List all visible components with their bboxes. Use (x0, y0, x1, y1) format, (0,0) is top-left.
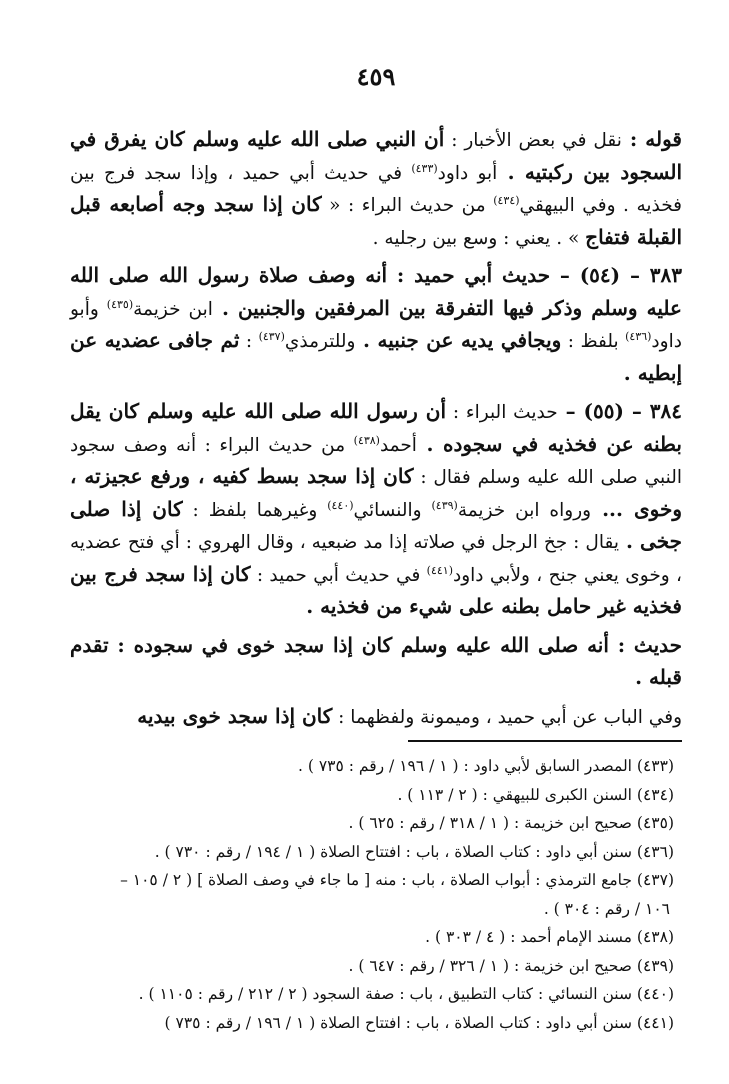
text-run: من حديث البراء : « (321, 195, 494, 216)
text-run: في حديث أبي حميد : (250, 564, 427, 586)
bold-text: ثم جافى عضديه عن إبطيه . (70, 328, 682, 385)
text-run: وأبو داود (70, 298, 682, 352)
page-number: ٤٥٩ (356, 62, 396, 91)
footnote-ref: (٤٣٣) (411, 161, 438, 175)
bold-text: حديث : أنه صلى الله عليه وسلم كان إذا سجد خوى في سجوده : تقدم قبله . (70, 632, 682, 689)
text-run: حديث البراء : (446, 402, 558, 423)
bold-text: كان إذا سجد فرج بين فخذيه غير حامل بطنه على شيء من فخذيه . (70, 561, 682, 618)
bold-text: كان إذا سجد وجه أصابعه قبل القبلة فتفاج (70, 192, 682, 249)
text-run: بلفظ : (561, 331, 626, 352)
footnote: (٤٣٣) المصدر السابق لأبي داود : ( ١ / ١٩٦ / رقم : ٧٣٥ ) . (298, 757, 674, 775)
text-run: أحمد (379, 434, 417, 456)
text-run: من حديث البراء : أنه وصف سجود النبي صلى الله عليه وسلم فقال : (70, 434, 682, 488)
paragraph (70, 124, 682, 254)
paragraph (70, 396, 682, 624)
footnote: (٤٣٩) صحيح ابن خزيمة : ( ١ / ٣٢٦ / رقم : ٦٤٧ ) . (348, 956, 674, 975)
book-page (70, 0, 682, 1084)
footnote-ref: (٤٣٦) (625, 329, 652, 343)
footnote-ref: (٤٣٤) (493, 193, 520, 207)
footnote: (٤٣٦) سنن أبي داود : كتاب الصلاة ، باب : افتتاح الصلاة ( ١ / ١٩٤ / رقم : ٧٣٠ ) . (154, 842, 674, 861)
footnotes (70, 752, 682, 1037)
footnote-divider (408, 740, 682, 742)
bold-text: ٣٨٤ – (٥٥) – (557, 399, 683, 423)
text-run: وفي الباب عن أبي حميد ، وميمونة ولفظهما : (332, 706, 682, 728)
text-run: ورواه ابن خزيمة (457, 499, 592, 521)
footnote-ref: (٤٣٧) (258, 329, 285, 343)
paragraph (70, 630, 682, 695)
text-run: : (239, 331, 259, 352)
bold-text: قوله : (621, 127, 682, 151)
footnote-ref: (٤٤١) (426, 563, 453, 577)
text-run: وللترمذي (284, 331, 356, 352)
text-run: والنسائي (353, 499, 432, 521)
bold-text: أن رسول الله صلى الله عليه وسلم كان يقل بطنه عن فخذيه في سجوده . (70, 399, 682, 456)
footnote: (٤٤٠) سنن النسائي : كتاب التطبيق ، باب : صفة السجود ( ٢ / ٢١٢ / رقم : ١١٠٥ ) . (138, 985, 674, 1003)
footnote: (٤٣٧) جامع الترمذي : أبواب الصلاة ، باب : منه [ ما جاء في وصف الصلاة ] ( ٢ / ١٠٥ – (120, 871, 674, 889)
bold-text: كان إذا سجد خوى بيديه (137, 703, 333, 728)
footnote: (٤٤١) سنن أبي داود : كتاب الصلاة ، باب : افتتاح الصلاة ( ١ / ١٩٦ / رقم : ٧٣٥ ) (164, 1013, 674, 1032)
main-text (70, 124, 682, 739)
text-run: » . يعني : وسع بين رجليه . (372, 227, 586, 249)
footnote: (٤٣٤) السنن الكبرى للبيهقي : ( ٢ / ١١٣ ) . (397, 785, 674, 804)
footnote-ref: (٤٣٨) (353, 433, 380, 447)
paragraph (70, 701, 682, 734)
bold-text: كان إذا صلى جخى . (70, 496, 682, 553)
text-run: ابن خزيمة (133, 298, 213, 320)
footnote: (٤٣٥) صحيح ابن خزيمة : ( ١ / ٣١٨ / رقم : ٦٢٥ ) . (348, 814, 674, 832)
footnote: (٤٣٨) مسند الإمام أحمد : ( ٤ / ٣٠٣ ) . (425, 928, 674, 946)
footnote: ١٠٦ / رقم : ٣٠٤ ) . (543, 899, 670, 918)
footnote-ref: (٤٤٠) (327, 498, 354, 512)
bold-text: ويجافي يديه عن جنبيه . (355, 328, 562, 352)
footnote-ref: (٤٣٥) (106, 297, 134, 311)
text-run: نقل في بعض الأخبار : (444, 130, 622, 151)
bold-text: أن النبي صلى الله عليه وسلم كان يفرق في السجود بين ركبتيه . (70, 127, 683, 184)
text-run: في حديث أبي حميد ، وإذا سجد فرج بين فخذيه . وفي البيهقي (70, 162, 683, 216)
paragraph (70, 260, 682, 390)
text-run: وغيرهما بلفظ : (182, 499, 328, 521)
footnote-ref: (٤٣٩) (431, 498, 458, 512)
text-run: يقال : جخ الرجل في صلاته إذا مد ضبعيه ، وقال الهروي : أي فتح عضديه ، وخوى يعني جنح ، ولأبي داود (70, 532, 683, 586)
bold-text: ٣٨٣ – (٥٤) – حديث أبي حميد : أنه وصف صلاة رسول الله صلى الله عليه وسلم وذكر فيها التفرقة بين المرفقين والجنبين . (70, 263, 683, 320)
text-run: أبو داود (437, 162, 498, 184)
bold-text: كان إذا سجد بسط كفيه ، ورفع عجيزته ، وخوى ... (70, 464, 682, 521)
